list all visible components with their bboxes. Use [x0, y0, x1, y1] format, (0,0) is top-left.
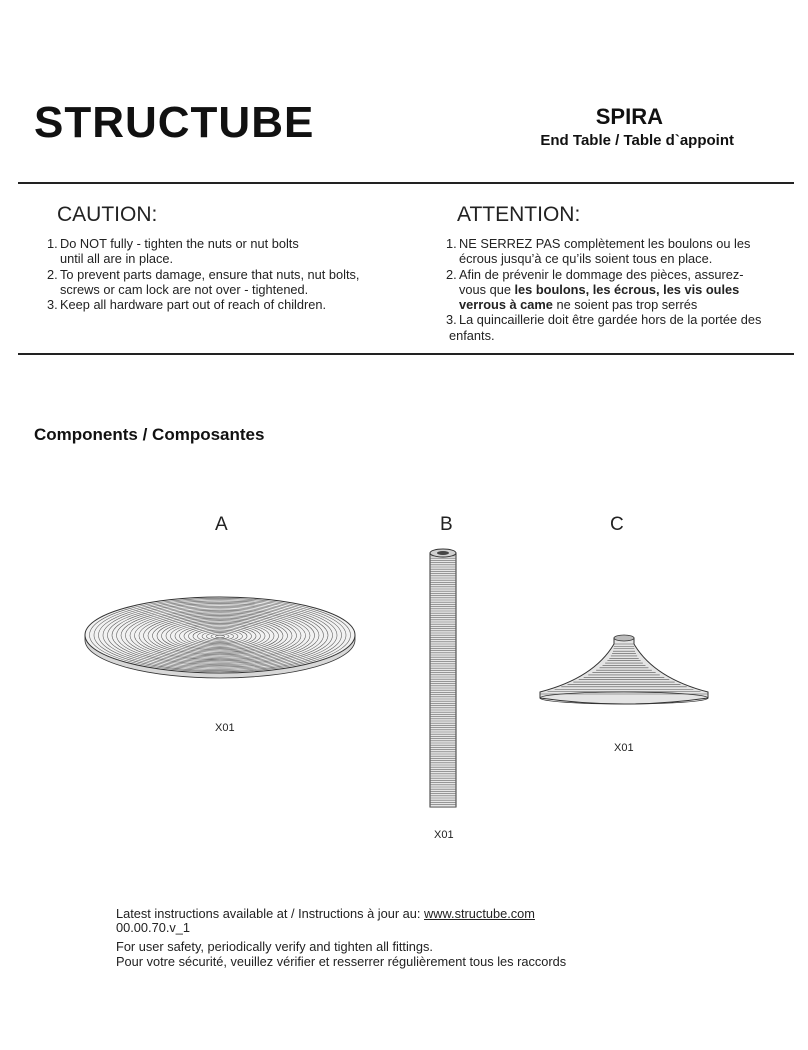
caution-list [47, 236, 359, 312]
product-subtitle: End Table / Table d`appoint [540, 132, 734, 149]
safety-en: For user safety, periodically verify and tighten all fittings. [116, 939, 433, 954]
caution-item-3: 3. Keep all hardware part out of reach of children. [47, 297, 327, 313]
version-code: 00.00.70.v_1 [116, 920, 191, 935]
caution-title: CAUTION: [57, 203, 158, 226]
caution-item-1: 1. Do NOT fully - tighten the nuts or nut bolts until all are in place. [47, 236, 299, 267]
attention-item-3: 3. La quincaillerie doit être gardée hors de la portée des enfants. [446, 312, 762, 343]
part-c-code: X01 [614, 742, 634, 754]
ribbed-column-icon [420, 545, 466, 813]
attention-item-2: 2. Afin de prévenir le dommage des pièces, assurez- vous que les boulons, les écrous, les vis oules verrous à came ne soient pas trop serrés [446, 266, 744, 313]
structube-link[interactable]: www.structube.com [424, 906, 535, 921]
part-b-letter: B [440, 514, 453, 535]
top-divider [18, 182, 794, 184]
part-a-letter: A [215, 514, 228, 535]
attention-item-1: 1. NE SERREZ PAS complètement les boulons ou les écrous jusqu’à ce qu’ils soient tous en place. [446, 236, 751, 267]
attention-list [446, 236, 761, 343]
caution-item-2: 2. To prevent parts damage, ensure that nuts, nut bolts, screws or cam lock are not over - tightened. [47, 266, 360, 297]
brand-logo: STRUCTUBE [34, 98, 315, 147]
bottom-divider [18, 353, 794, 355]
safety-fr: Pour votre sécurité, veuillez vérifier et resserrer régulièrement tous les raccords [116, 954, 567, 969]
spiral-tabletop-icon [80, 595, 370, 685]
part-c-letter: C [610, 514, 624, 535]
product-name: SPIRA [595, 104, 663, 129]
attention-title: ATTENTION: [457, 203, 581, 226]
latest-instructions: Latest instructions available at / Instructions à jour au: www.structube.com [116, 906, 535, 921]
part-a-code: X01 [215, 722, 235, 734]
components-title: Components / Composantes [34, 425, 265, 444]
part-b-code: X01 [434, 829, 454, 841]
conical-base-icon [534, 628, 714, 708]
